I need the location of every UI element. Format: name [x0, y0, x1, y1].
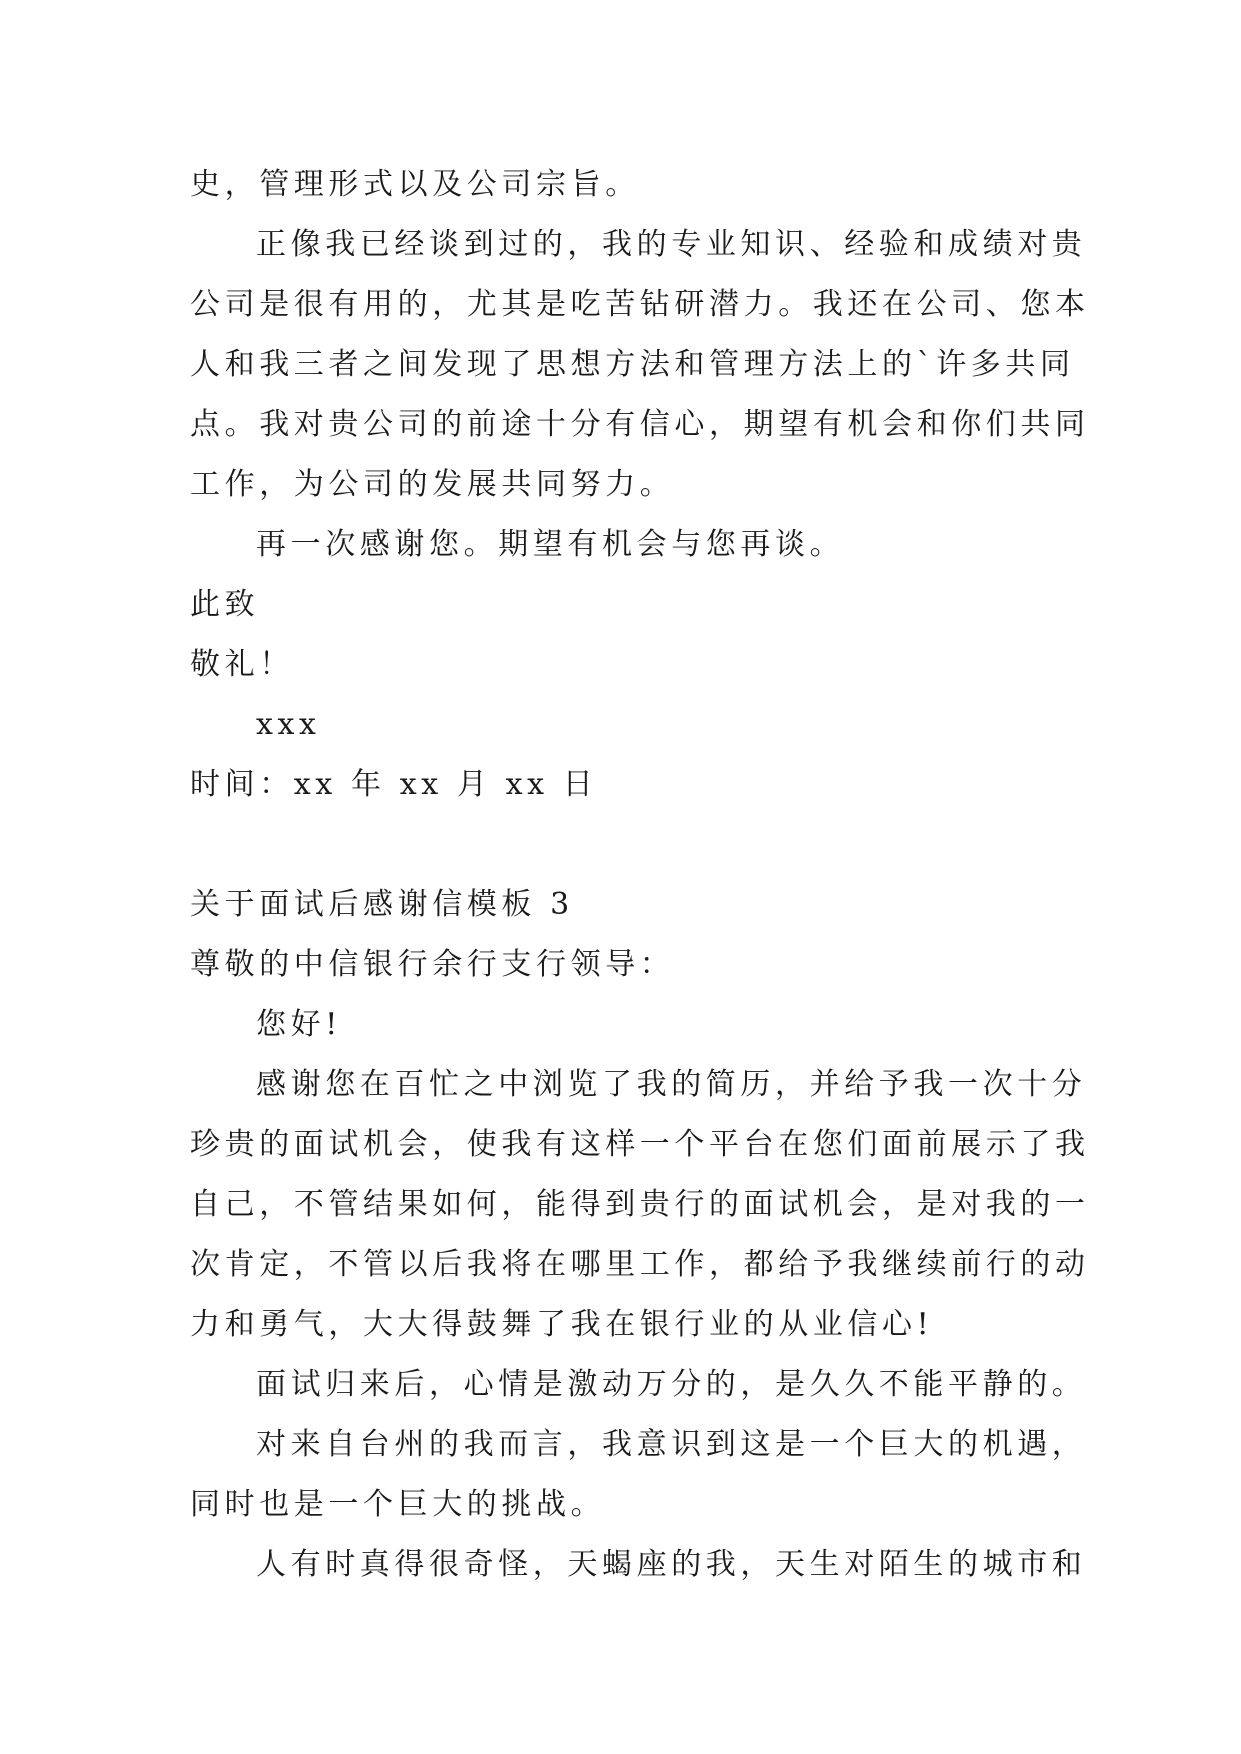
document-body: [190, 155, 1090, 1595]
paragraph-line: 同时也是一个巨大的挑战。: [190, 1487, 606, 1522]
paragraph-line: 史，管理形式以及公司宗旨。: [190, 167, 640, 202]
blank-line: [190, 815, 1070, 875]
paragraph-line: 自己，不管结果如何，能得到贵行的面试机会，是对我的一: [190, 1187, 1090, 1222]
paragraph-line: 次肯定，不管以后我将在哪里工作，都给予我继续前行的动: [190, 1247, 1090, 1282]
paragraph-line: 珍贵的面试机会，使我有这样一个平台在您们面前展示了我: [190, 1127, 1090, 1162]
paragraph-line: 对来自台州的我而言，我意识到这是一个巨大的机遇，: [256, 1427, 1087, 1462]
paragraph-line: 工作，为公司的发展共同努力。: [190, 467, 675, 502]
section-title: 关于面试后感谢信模板 3: [190, 887, 574, 922]
paragraph-line: 点。我对贵公司的前途十分有信心，期望有机会和你们共同: [190, 407, 1090, 442]
recipient-line: 尊敬的中信银行余行支行领导：: [190, 947, 675, 982]
paragraph-line: 感谢您在百忙之中浏览了我的简历，并给予我一次十分: [256, 1067, 1087, 1102]
date-line: 时间：xx 年 xx 月 xx 日: [190, 767, 598, 802]
paragraph-line: 公司是很有用的，尤其是吃苦钻研潜力。我还在公司、您本: [190, 287, 1090, 322]
salutation-line: 敬礼！: [190, 647, 294, 682]
greeting-line: 您好!: [256, 1007, 342, 1042]
paragraph-line: 人和我三者之间发现了思想方法和管理方法上的`许多共同: [190, 347, 1075, 382]
signature: xxx: [256, 707, 321, 742]
thanks-line: 再一次感谢您。期望有机会与您再谈。: [256, 527, 845, 562]
paragraph-line: 力和勇气，大大得鼓舞了我在银行业的从业信心!: [190, 1307, 934, 1342]
paragraph-line: 正像我已经谈到过的，我的专业知识、经验和成绩对贵: [256, 227, 1087, 262]
paragraph-line: 人有时真得很奇怪，天蝎座的我，天生对陌生的城市和: [256, 1547, 1087, 1582]
salutation-line: 此致: [190, 587, 260, 622]
paragraph-line: 面试归来后，心情是激动万分的，是久久不能平静的。: [256, 1367, 1087, 1402]
